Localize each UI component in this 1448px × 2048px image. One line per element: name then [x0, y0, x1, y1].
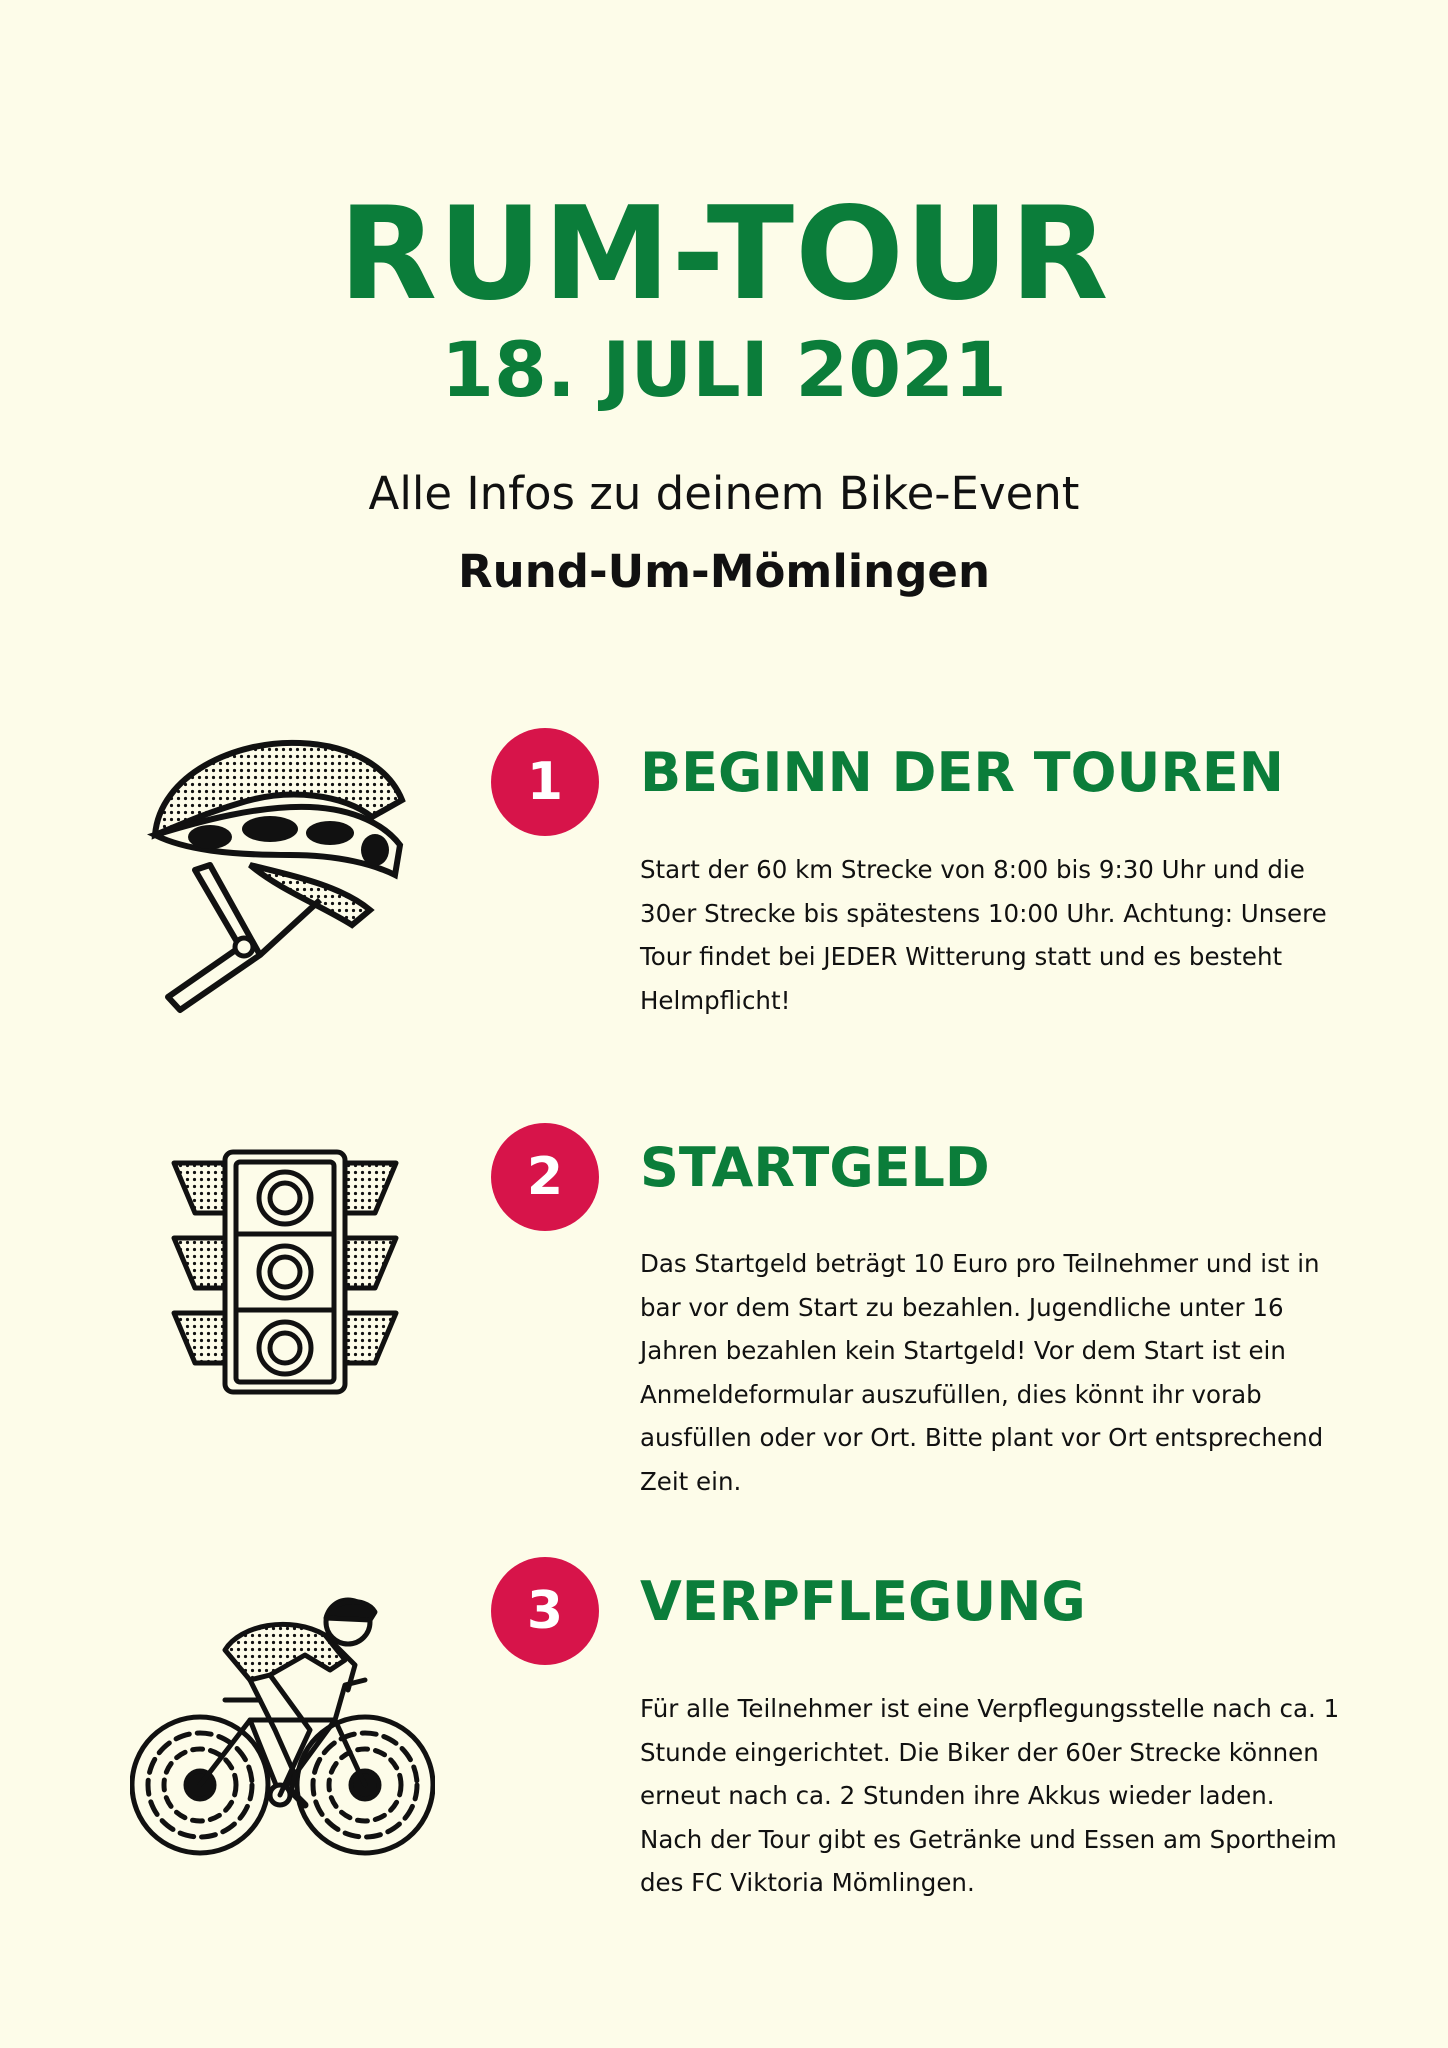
section-3-text: Für alle Teilnehmer ist eine Verpflegungsstelle nach ca. 1 Stunde eingerichtet. Die Biker der 60er Strecke können erneut nach ca. 2 Stunden ihre Akkus wieder laden. Nach der Tour gibt es Getränke und Essen am Sportheim des FC Viktoria Mömlingen. — [640, 1694, 1340, 1897]
cyclist-icon — [130, 1590, 435, 1860]
event-date: 18. JULI 2021 — [441, 325, 1007, 414]
section-1-heading: BEGINN DER TOUREN — [640, 741, 1284, 804]
section-2-number-badge: 2 — [491, 1123, 599, 1231]
event-name: Rund-Um-Mömlingen — [458, 545, 990, 598]
section-2-heading: STARTGELD — [640, 1136, 990, 1199]
section-3-heading: VERPFLEGUNG — [640, 1570, 1086, 1633]
section-2-text: Das Startgeld beträgt 10 Euro pro Teilnehmer und ist in bar vor dem Start zu bezahlen. Jugendliche unter 16 Jahren bezahlen kein Startgeld! Vor dem Start ist ein Anmeldeformular auszufüllen, dies könnt ihr vorab ausfüllen oder vor Ort. Bitte plant vor Ort entsprechend Zeit ein. — [640, 1249, 1324, 1496]
traffic-light-icon — [170, 1148, 400, 1398]
section-1-text: Start der 60 km Strecke von 8:00 bis 9:30 Uhr und die 30er Strecke bis spätestens 10:00 Uhr. Achtung: Unsere Tour findet bei JEDER Witterung statt und es besteht Helmpflicht! — [640, 855, 1327, 1015]
page-title: RUM-TOUR — [338, 180, 1110, 329]
subtitle: Alle Infos zu deinem Bike-Event — [368, 467, 1080, 520]
section-1-number-badge: 1 — [491, 728, 599, 836]
section-3-number-badge: 3 — [491, 1557, 599, 1665]
bike-helmet-icon — [140, 725, 420, 1025]
